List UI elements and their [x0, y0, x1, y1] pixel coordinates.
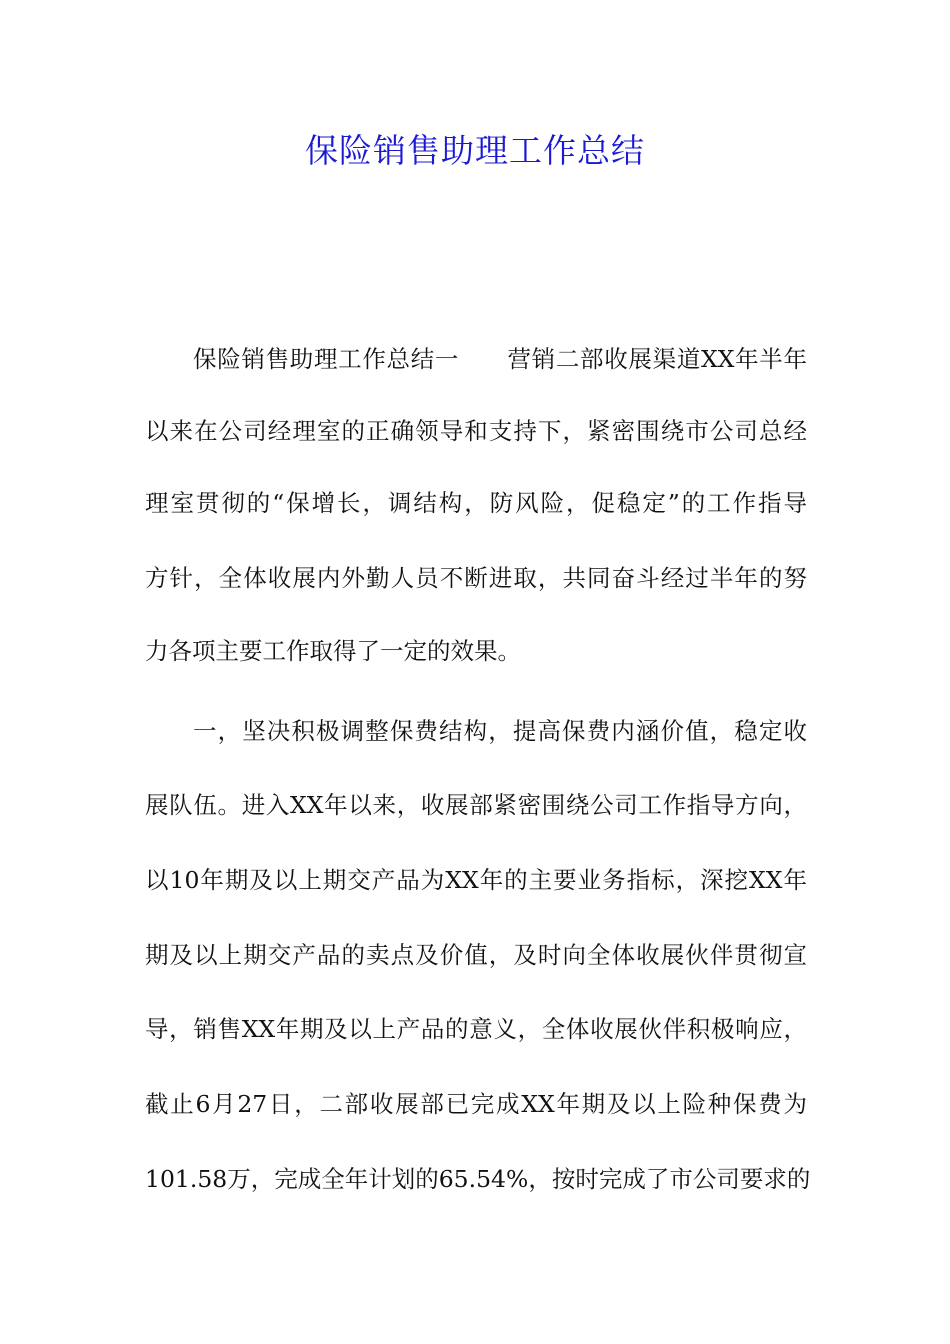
paragraph-line: 展队伍。进入XX年以来，收展部紧密围绕公司工作指导方向， — [145, 791, 807, 819]
document-title: 保险销售助理工作总结 — [305, 131, 645, 170]
paragraph-line: 期及以上期交产品的卖点及价值，及时向全体收展伙伴贯彻宣 — [145, 941, 807, 969]
paragraph-line: 截止6月27日，二部收展部已完成XX年期及以上险种保费为 — [145, 1090, 807, 1118]
paragraph-line: 理室贯彻的“保增长，调结构，防风险，促稳定”的工作指导 — [145, 489, 807, 517]
paragraph-line: 力各项主要工作取得了一定的效果。 — [145, 637, 521, 665]
paragraph-line: 导，销售XX年期及以上产品的意义，全体收展伙伴积极响应， — [145, 1015, 807, 1043]
paragraph-line: 以来在公司经理室的正确领导和支持下，紧密围绕市公司总经 — [145, 417, 807, 445]
paragraph-line: 以10年期及以上期交产品为XX年的主要业务指标，深挖XX年 — [145, 866, 807, 894]
paragraph-line: 一，坚决积极调整保费结构，提高保费内涵价值，稳定收 — [193, 717, 807, 745]
paragraph-line: 保险销售助理工作总结一 营销二部收展渠道XX年半年 — [193, 345, 807, 373]
paragraph-line: 方针，全体收展内外勤人员不断进取，共同奋斗经过半年的努 — [145, 564, 807, 592]
paragraph-line: 101.58万，完成全年计划的65.54%，按时完成了市公司要求的 — [145, 1165, 811, 1193]
